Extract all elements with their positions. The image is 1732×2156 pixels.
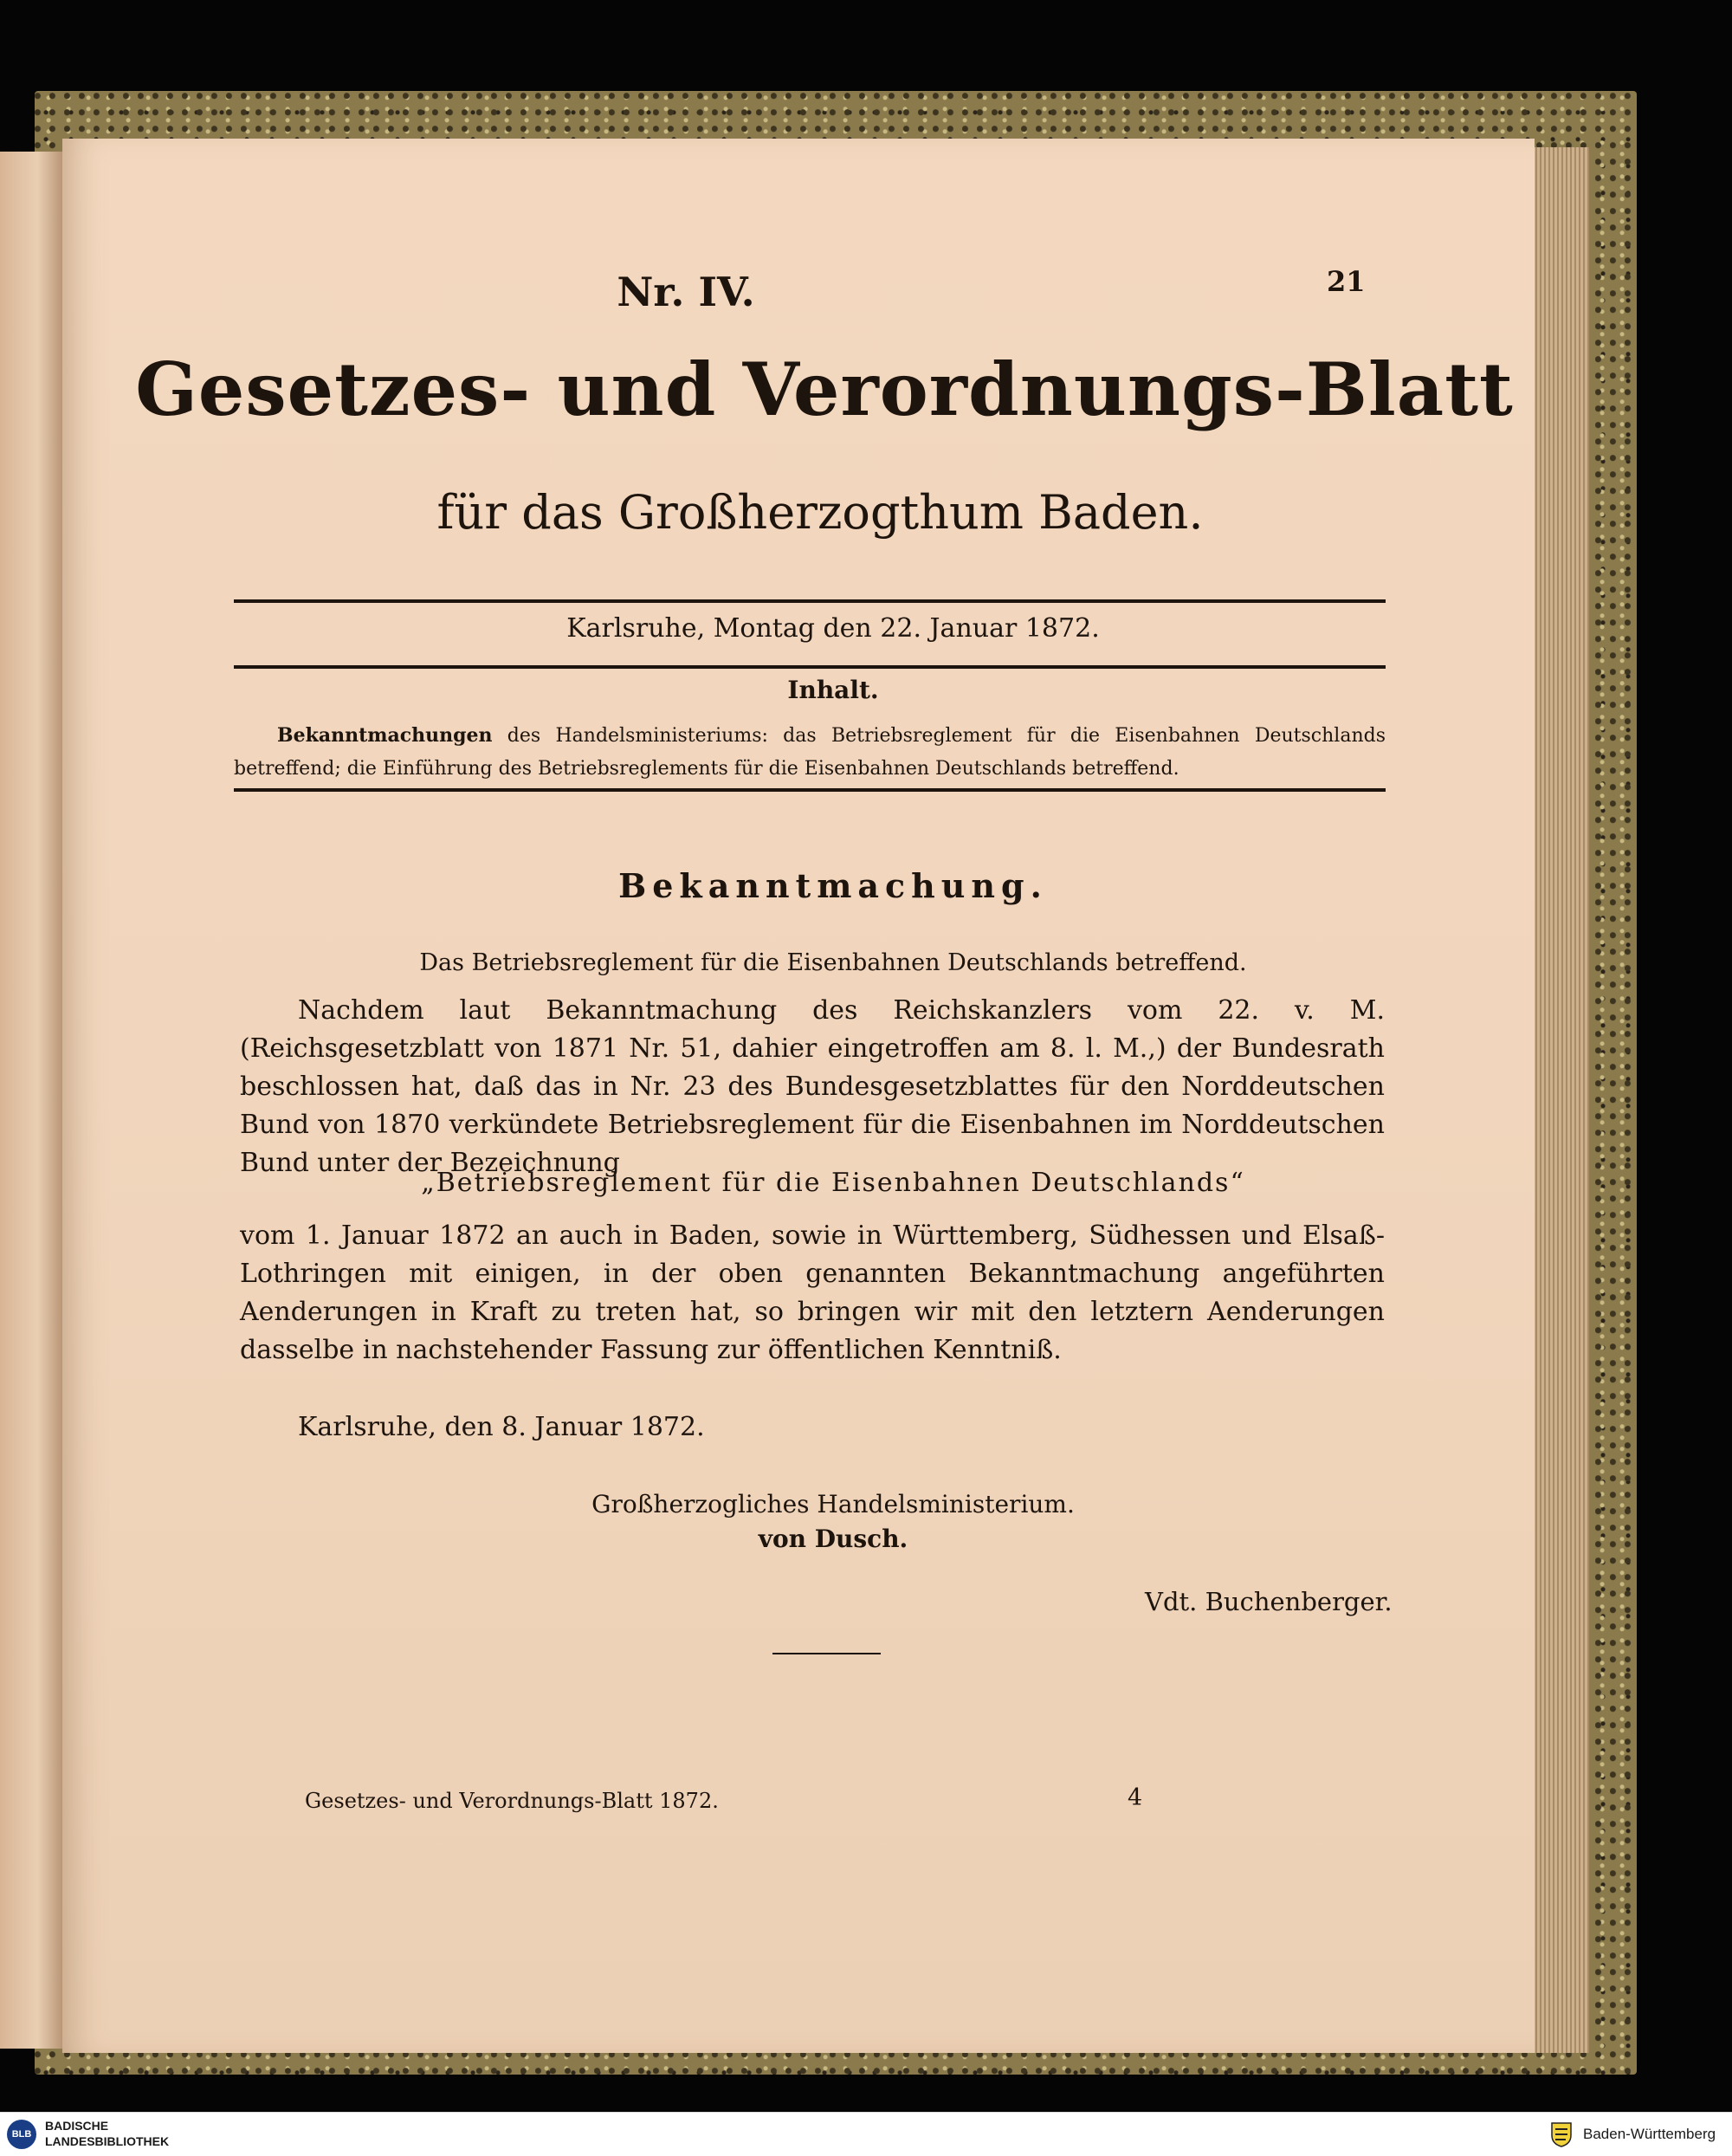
place-date: Karlsruhe, den 8. Januar 1872. bbox=[298, 1412, 705, 1442]
countersign: Vdt. Buchenberger. bbox=[1145, 1587, 1393, 1616]
rule-top bbox=[234, 599, 1386, 603]
rule-below-date bbox=[234, 665, 1386, 669]
issue-number: Nr. IV. bbox=[617, 269, 755, 315]
dateline: Karlsruhe, Montag den 22. Januar 1872. bbox=[566, 613, 1100, 644]
signatory: von Dusch. bbox=[758, 1525, 908, 1553]
contents-heading: Inhalt. bbox=[787, 676, 879, 704]
blb-logo-icon[interactable]: BLB bbox=[7, 2120, 36, 2149]
contents-text bbox=[234, 719, 1386, 786]
announcement-heading: Bekanntmachung. bbox=[618, 866, 1048, 905]
library-name[interactable] bbox=[45, 2118, 169, 2149]
contents-body: des Handelsministeriums: das Betriebsreglement für die Eisenbahnen Deutschlands betreffend; die Einführung des Betriebsreglements für die Eisenbahnen Deutschlands betreffend. bbox=[234, 725, 1386, 780]
library-name-line2: LANDESBIBLIOTHEK bbox=[45, 2134, 170, 2148]
body-paragraph-2: vom 1. Januar 1872 an auch in Baden, sowie in Württemberg, Südhessen und Elsaß-Lothringen mit einigen, in der oben genannten Bekanntmachung angeführten Aenderungen in Kraft zu treten hat, so bringen wir mit den letztern Aenderungen dasselbe in nachstehender Fassung zur öffentlichen Kenntniß. bbox=[240, 1220, 1385, 1365]
rule-below-contents bbox=[234, 788, 1386, 792]
announcement-subject: Das Betriebsreglement für die Eisenbahnen Deutschlands betreffend. bbox=[419, 949, 1247, 976]
quoted-title: „Betriebsreglement für die Eisenbahnen Deutschlands“ bbox=[421, 1168, 1245, 1198]
footer-title: Gesetzes- und Verordnungs-Blatt 1872. bbox=[305, 1789, 719, 1813]
ministry-name: Großherzogliches Handelsministerium. bbox=[591, 1490, 1075, 1518]
body-paragraph-1: Nachdem laut Bekanntmachung des Reichskanzlers vom 22. v. M. (Reichsgesetzblatt von 1871 Nr. 51, dahier eingetroffen am 8. l. M.,) der Bundesrath beschlossen hat, daß das in Nr. 23 des Bundesgesetzblattes für den Norddeutschen Bund von 1870 verkündete Betriebsreglement für die Eisenbahnen im Norddeutschen Bund unter der Bezeichnung bbox=[240, 995, 1385, 1178]
page-subtitle: für das Großherzogthum Baden. bbox=[436, 485, 1204, 540]
viewer-footer-bar bbox=[0, 2112, 1732, 2156]
sheet-number: 4 bbox=[1128, 1784, 1143, 1811]
left-page-edge bbox=[0, 152, 62, 2049]
document-page bbox=[62, 139, 1535, 2053]
page-title: Gesetzes- und Verordnungs-Blatt bbox=[135, 346, 1514, 432]
state-name[interactable]: Baden-Württemberg bbox=[1583, 2126, 1716, 2142]
contents-lead: Bekanntmachungen bbox=[277, 724, 493, 747]
library-name-line1: BADISCHE bbox=[45, 2119, 109, 2133]
page-block-edges bbox=[1528, 147, 1589, 2053]
coat-of-arms-icon bbox=[1550, 2121, 1573, 2147]
closing-rule bbox=[772, 1653, 881, 1654]
page-number: 21 bbox=[1327, 265, 1366, 298]
